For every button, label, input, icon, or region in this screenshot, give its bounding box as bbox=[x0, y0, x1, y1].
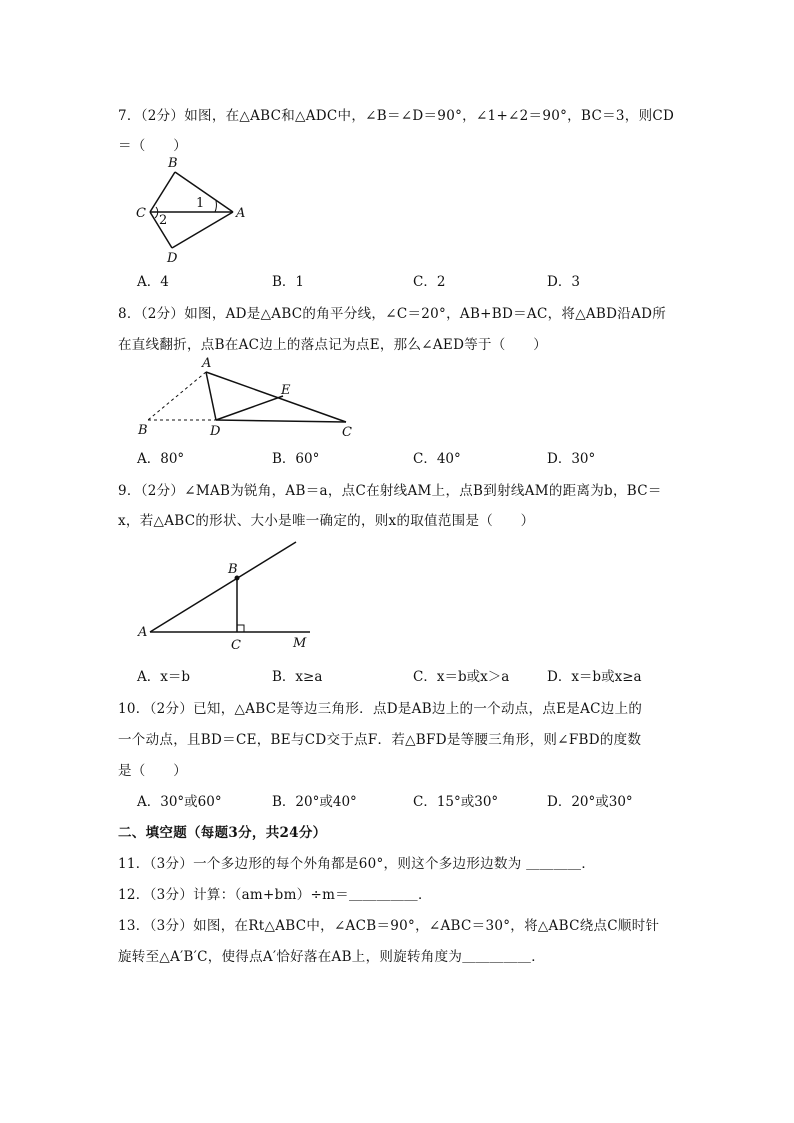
q7-label-a: A bbox=[236, 206, 246, 221]
q8-line2: 在直线翻折，点B在AC边上的落点记为点E，那么∠AED等于（ ） bbox=[118, 337, 547, 353]
q9-option-d[interactable]: D．x＝b或x≥a bbox=[547, 669, 642, 685]
q8-label-e: E bbox=[281, 383, 291, 398]
q10-option-b[interactable]: B．20°或40° bbox=[272, 794, 357, 810]
q7-option-d[interactable]: D．3 bbox=[547, 274, 580, 290]
q7-label-c: C bbox=[136, 206, 146, 221]
q7-line1: 7．（2分）如图，在△ABC和△ADC中，∠B＝∠D＝90°，∠1+∠2＝90°，BC＝3，则CD bbox=[118, 108, 675, 124]
q8-figure bbox=[130, 352, 370, 442]
q10-line1: 10．（2分）已知，△ABC是等边三角形．点D是AB边上的一个动点，点E是AC边上的 bbox=[118, 701, 643, 717]
q9-figure bbox=[130, 538, 330, 658]
q11-text: 11．（3分）一个多边形的每个外角都是60°，则这个多边形边数为 ＿＿＿＿． bbox=[118, 856, 596, 872]
q9-option-a[interactable]: A．x＝b bbox=[137, 669, 191, 685]
q8-label-c: C bbox=[342, 425, 352, 440]
q8-line1: 8．（2分）如图，AD是△ABC的角平分线，∠C＝20°，AB+BD＝AC，将△ABD沿AD所 bbox=[118, 306, 667, 322]
q8-option-b[interactable]: B．60° bbox=[272, 451, 320, 467]
q7-line2: ＝（ ） bbox=[118, 138, 187, 154]
q9-label-a: A bbox=[138, 625, 148, 640]
q7-option-b[interactable]: B．1 bbox=[272, 274, 305, 290]
q8-option-c[interactable]: C．40° bbox=[413, 451, 461, 467]
q8-label-b: B bbox=[138, 423, 148, 438]
q13-line1: 13．（3分）如图，在Rt△ABC中，∠ACB＝90°，∠ABC＝30°，将△ABC绕点C顺时针 bbox=[118, 918, 660, 934]
q12-text: 12．（3分）计算：（am+bm）÷m＝＿＿＿＿＿． bbox=[118, 887, 432, 903]
q7-label-d: D bbox=[167, 251, 178, 266]
q13-line2: 旋转至△A′B′C，使得点A′恰好落在AB上，则旋转角度为＿＿＿＿＿． bbox=[118, 949, 545, 965]
q9-line1: 9．（2分）∠MAB为锐角，AB＝a，点C在射线AM上，点B到射线AM的距离为b，BC＝ bbox=[118, 483, 662, 499]
q7-figure bbox=[130, 150, 260, 265]
q10-line3: 是（ ） bbox=[118, 763, 187, 779]
q9-label-b: B bbox=[228, 562, 238, 577]
q9-option-c[interactable]: C．x＝b或x＞a bbox=[413, 669, 510, 685]
q7-label-angle1: 1 bbox=[196, 196, 205, 211]
q8-option-a[interactable]: A．80° bbox=[137, 451, 185, 467]
q10-option-d[interactable]: D．20°或30° bbox=[547, 794, 633, 810]
q7-label-angle2: 2 bbox=[159, 213, 168, 228]
q8-label-a: A bbox=[202, 356, 212, 371]
q7-option-c[interactable]: C．2 bbox=[413, 274, 446, 290]
q10-option-c[interactable]: C．15°或30° bbox=[413, 794, 499, 810]
q10-option-a[interactable]: A．30°或60° bbox=[137, 794, 222, 810]
q9-option-b[interactable]: B．x≥a bbox=[272, 669, 323, 685]
q9-line2: x，若△ABC的形状、大小是唯一确定的，则x的取值范围是（ ） bbox=[118, 513, 535, 529]
q8-label-d: D bbox=[210, 424, 221, 439]
section-2-heading: 二、填空题（每题3分，共24分） bbox=[118, 825, 327, 841]
q10-line2: 一个动点，且BD＝CE，BE与CD交于点F．若△BFD是等腰三角形，则∠FBD的度数 bbox=[118, 732, 642, 748]
q8-option-d[interactable]: D．30° bbox=[547, 451, 596, 467]
q7-option-a[interactable]: A．4 bbox=[137, 274, 169, 290]
q9-label-m: M bbox=[293, 636, 307, 651]
q7-label-b: B bbox=[168, 156, 178, 171]
q9-label-c: C bbox=[231, 638, 241, 653]
